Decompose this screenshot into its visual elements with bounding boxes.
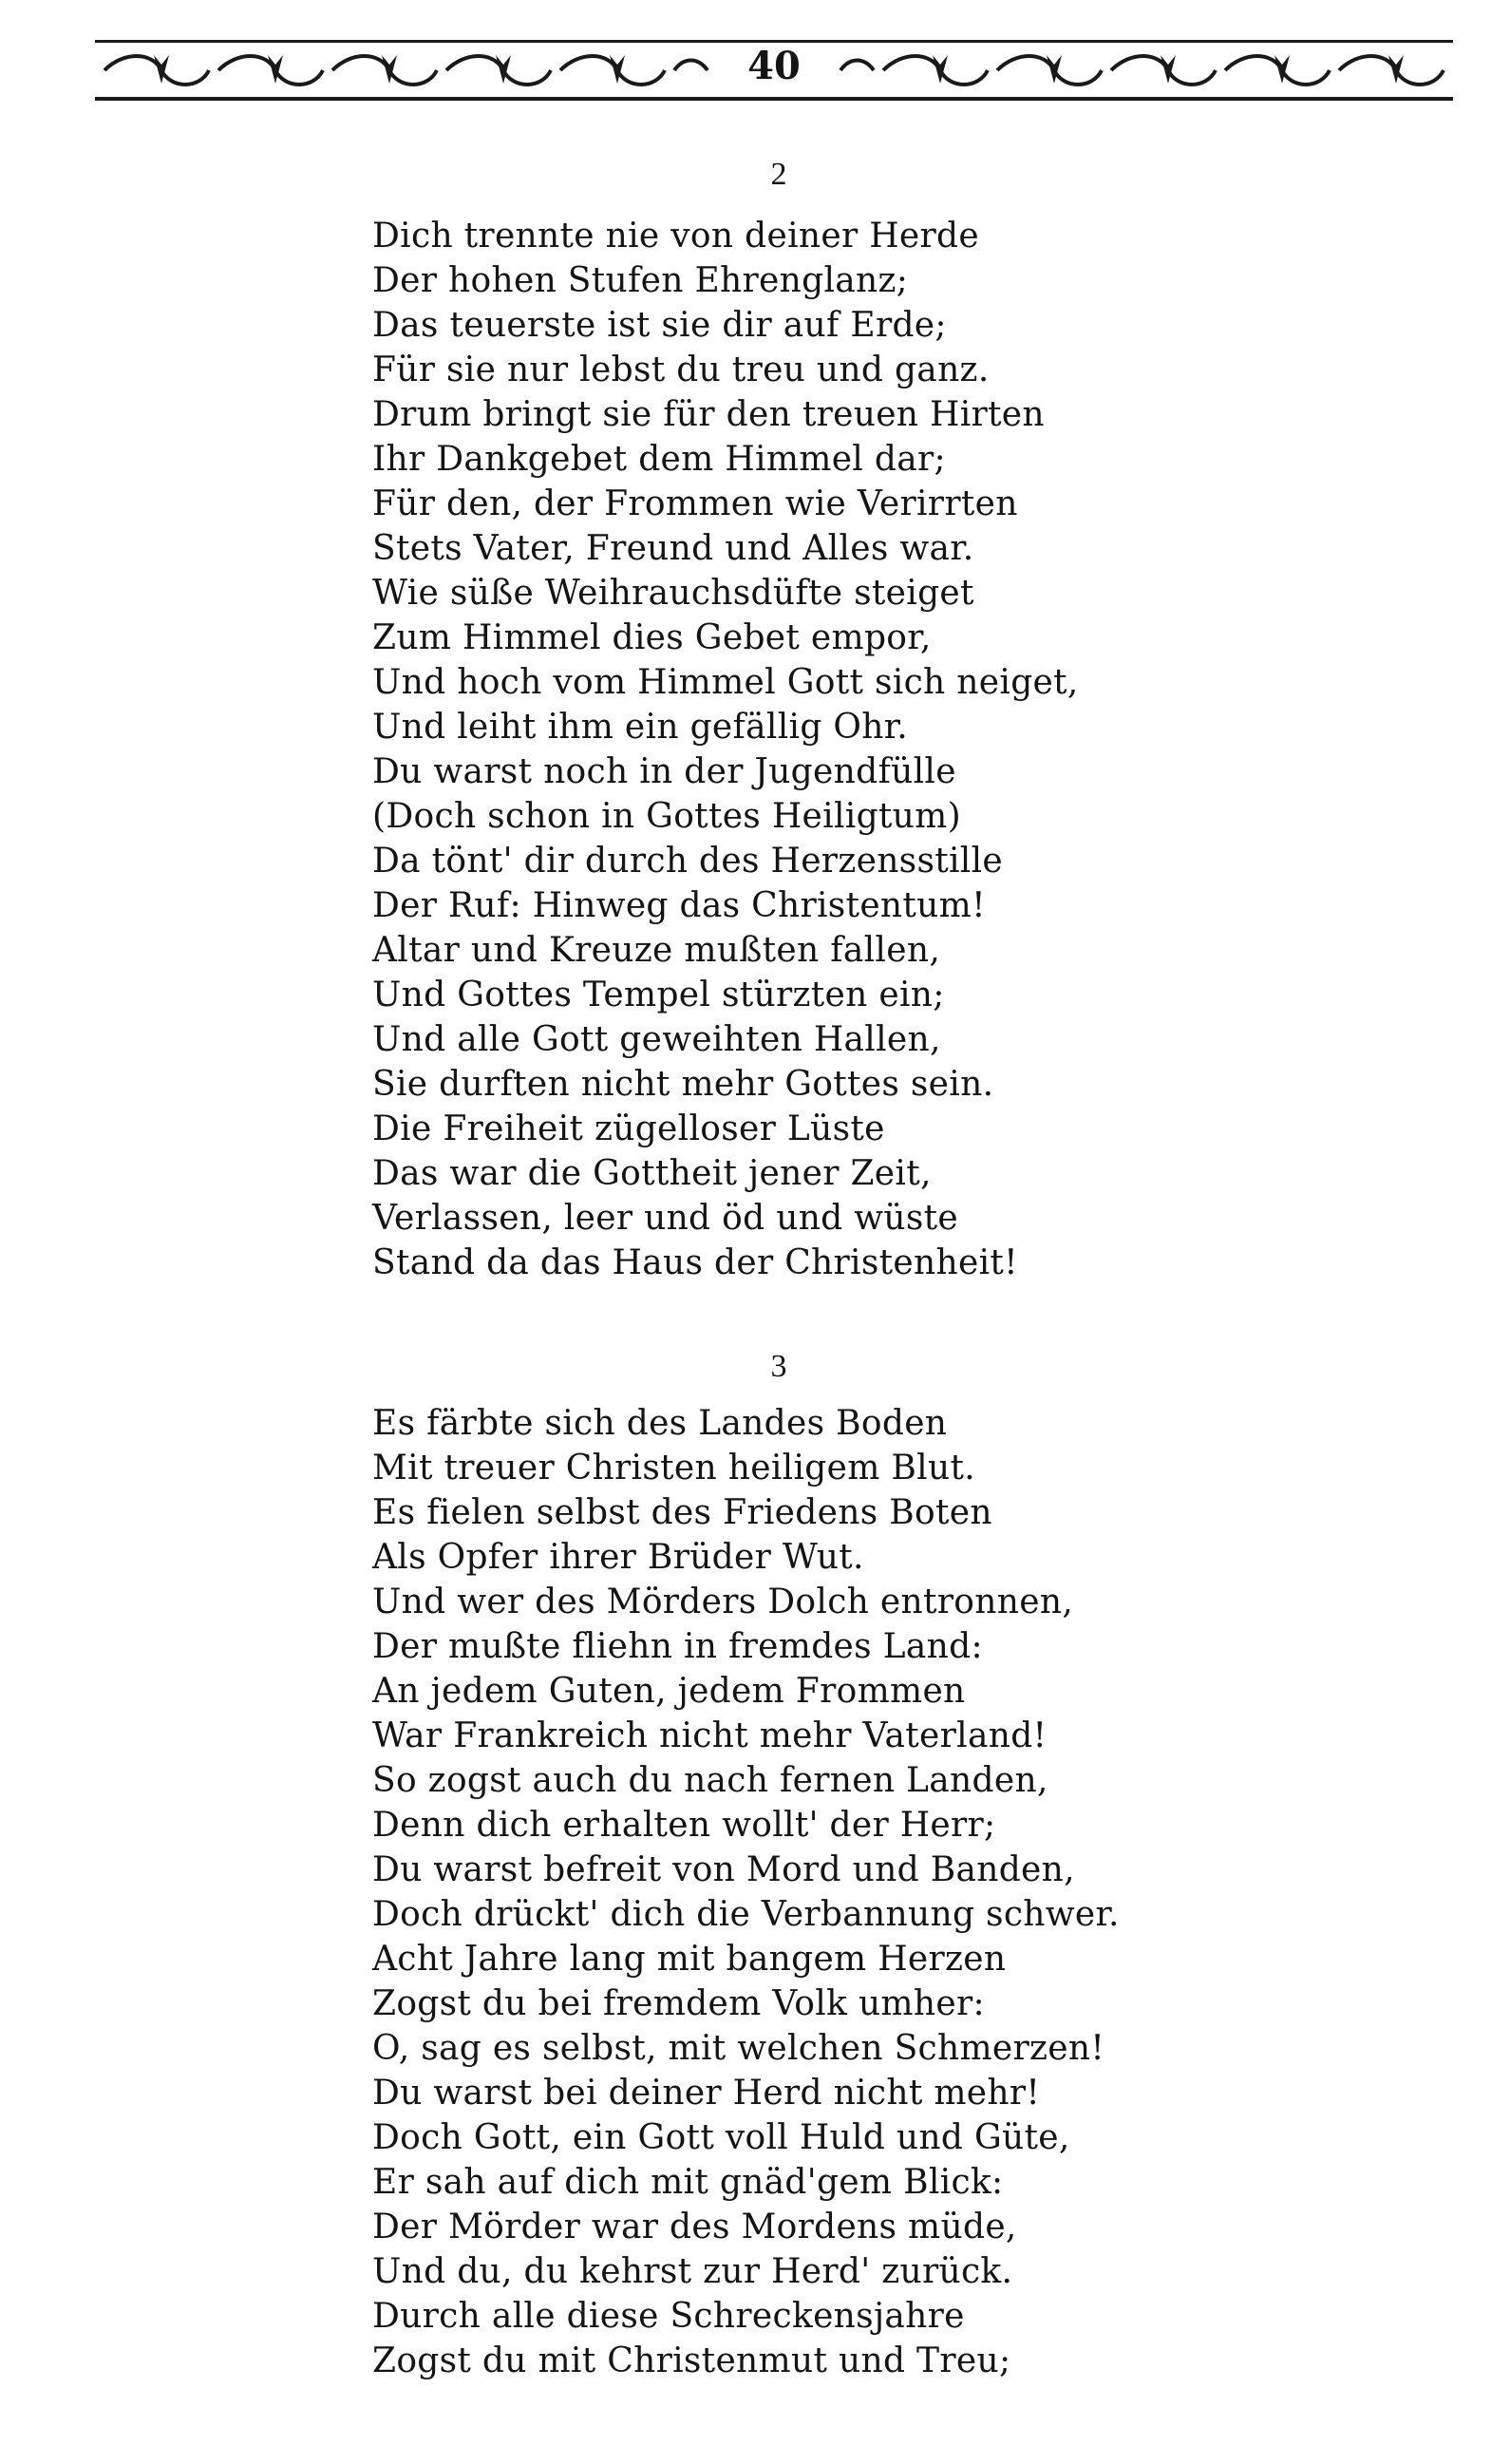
verse-line: Mit treuer Christen heiligem Blut. (372, 1449, 975, 1488)
verse-line: Da tönt' dir durch des Herzensstille (372, 842, 1004, 881)
verse-line: Altar und Kreuze mußten fallen, (372, 931, 941, 970)
stanza-number: 3 (770, 1349, 787, 1384)
stanza-2-verse (372, 214, 1369, 1285)
verse-line: So zogst auch du nach fernen Landen, (372, 1761, 1048, 1800)
verse-line: Du warst befreit von Mord und Banden, (372, 1850, 1075, 1889)
verse-line: Das war die Gottheit jener Zeit, (372, 1154, 932, 1193)
verse-line: Der Mörder war des Mordens müde, (372, 2208, 1017, 2246)
verse-line: Drum bringt sie für den treuen Hirten (372, 395, 1045, 434)
verse-line: Zogst du mit Christenmut und Treu; (372, 2341, 1011, 2380)
right-floral-ornament (836, 47, 1453, 93)
stanza-3-verse (372, 1401, 1369, 2383)
verse-line: Zum Himmel dies Gebet empor, (372, 618, 932, 657)
verse-line: Und alle Gott geweihten Hallen, (372, 1020, 941, 1059)
verse-line: Als Opfer ihrer Brüder Wut. (372, 1538, 864, 1577)
verse-line: Er sah auf dich mit gnäd'gem Blick: (372, 2163, 1004, 2202)
verse-line: Die Freiheit zügelloser Lüste (372, 1109, 885, 1148)
verse-line: War Frankreich nicht mehr Vaterland! (372, 1716, 1048, 1755)
verse-line: Wie süße Weihrauchsdüfte steiget (372, 574, 974, 613)
verse-line: Stand da das Haus der Christenheit! (372, 1243, 1018, 1282)
verse-line: Doch Gott, ein Gott voll Huld und Güte, (372, 2118, 1070, 2157)
verse-line: Du warst bei deiner Herd nicht mehr! (372, 2074, 1041, 2113)
verse-line: Der Ruf: Hinweg das Christentum! (372, 886, 986, 925)
verse-line: Und Gottes Tempel stürzten ein; (372, 976, 945, 1014)
verse-line: Doch drückt' dich die Verbannung schwer. (372, 1895, 1120, 1934)
left-floral-ornament (95, 47, 712, 93)
page-number: 40 (747, 44, 801, 88)
verse-line: (Doch schon in Gottes Heiligtum) (372, 797, 961, 836)
header-bottom-rule (95, 97, 1453, 101)
verse-line: Du warst noch in der Jugendfülle (372, 752, 956, 791)
verse-line: O, sag es selbst, mit welchen Schmerzen! (372, 2029, 1105, 2068)
verse-line: An jedem Guten, jedem Frommen (372, 1672, 966, 1711)
verse-line: Und hoch vom Himmel Gott sich neiget, (372, 663, 1079, 702)
verse-line: Stets Vater, Freund und Alles war. (372, 529, 974, 568)
verse-line: Und wer des Mörders Dolch entronnen, (372, 1583, 1074, 1621)
verse-line: Das teuerste ist sie dir auf Erde; (372, 306, 947, 345)
verse-line: Sie durften nicht mehr Gottes sein. (372, 1065, 994, 1104)
stanza-number: 2 (770, 157, 787, 192)
verse-line: Ihr Dankgebet dem Himmel dar; (372, 440, 946, 479)
verse-line: Es färbte sich des Landes Boden (372, 1404, 948, 1443)
verse-line: Und leiht ihm ein gefällig Ohr. (372, 708, 909, 747)
verse-line: Der hohen Stufen Ehrenglanz; (372, 261, 909, 300)
verse-line: Es fielen selbst des Friedens Boten (372, 1493, 992, 1532)
verse-line: Acht Jahre lang mit bangem Herzen (372, 1940, 1007, 1979)
page-header (95, 34, 1453, 108)
verse-line: Für sie nur lebst du treu und ganz. (372, 351, 990, 389)
verse-line: Dich trennte nie von deiner Herde (372, 217, 979, 256)
verse-line: Verlassen, leer und öd und wüste (372, 1199, 959, 1238)
verse-line: Für den, der Frommen wie Verirrten (372, 484, 1018, 523)
verse-line: Und du, du kehrst zur Herd' zurück. (372, 2252, 1013, 2291)
verse-line: Zogst du bei fremdem Volk umher: (372, 1984, 985, 2023)
verse-line: Denn dich erhalten wollt' der Herr; (372, 1806, 996, 1845)
verse-line: Durch alle diese Schreckensjahre (372, 2297, 965, 2336)
header-top-rule (95, 40, 1453, 43)
verse-line: Der mußte fliehn in fremdes Land: (372, 1627, 983, 1666)
